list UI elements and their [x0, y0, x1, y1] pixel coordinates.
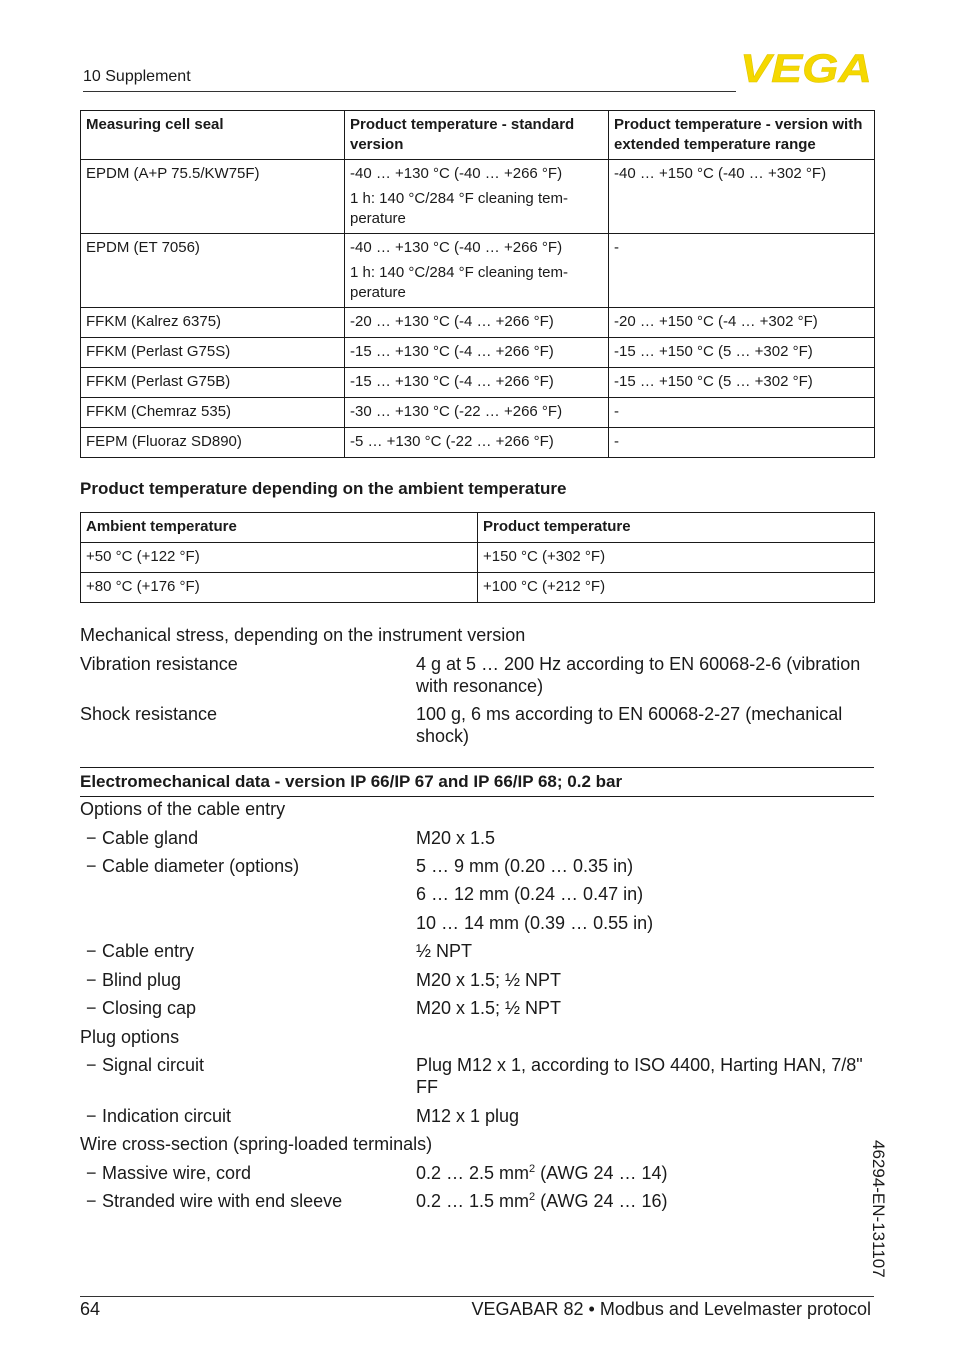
wire-cross-section: Wire cross-section (spring-loaded terminals) — [80, 1134, 433, 1154]
extended-temp-cell: -15 … +150 °C (5 … +302 °F) — [609, 338, 875, 368]
table-header: Product temperature — [478, 513, 875, 543]
closing-cap-label: Closing cap — [102, 998, 197, 1018]
extended-temp-cell: -40 … +150 °C (-40 … +302 °F) — [609, 160, 875, 234]
standard-temp-cell — [345, 160, 609, 234]
dash-bullet: − — [86, 941, 97, 961]
table-row — [81, 543, 875, 573]
table-row — [81, 573, 875, 603]
stranded-wire-value-main: 0.2 … 1.5 mm — [416, 1191, 530, 1211]
indication-circuit-value: M12 x 1 plug — [416, 1106, 520, 1126]
table-header: Ambient temperature — [81, 513, 478, 543]
standard-temp-cell — [345, 234, 609, 308]
seal-cell: EPDM (ET 7056) — [81, 234, 345, 308]
cable-gland-value: M20 x 1.5 — [416, 828, 496, 848]
plug-options: Plug options — [80, 1027, 180, 1047]
seal-cell: FFKM (Perlast G75B) — [81, 368, 345, 398]
table-header-row — [81, 513, 875, 543]
standard-temp-note: 1 h: 140 °C/284 °F cleaning tem-perature — [350, 190, 568, 227]
section-rule-bottom — [80, 796, 874, 797]
ambient-cell: +80 °C (+176 °F) — [81, 573, 478, 603]
seal-cell: FFKM (Perlast G75S) — [81, 338, 345, 368]
cable-gland-label: Cable gland — [102, 828, 199, 848]
cable-diameter-value: 10 … 14 mm (0.39 … 0.55 in) — [416, 913, 654, 933]
table-row — [81, 308, 875, 338]
logo-text: VEGA — [740, 50, 872, 86]
seal-cell: EPDM (A+P 75.5/KW75F) — [81, 160, 345, 234]
electromech-heading: Electromechanical data - version IP 66/IP 67 and IP 66/IP 68; 0.2 bar — [80, 772, 623, 791]
table-row — [81, 160, 875, 234]
cable-diameter-label: Cable diameter (options) — [102, 856, 300, 876]
table-row — [81, 338, 875, 368]
dash-bullet: − — [86, 1106, 97, 1126]
dash-bullet: − — [86, 1055, 97, 1075]
stranded-wire-value — [416, 1190, 871, 1212]
massive-wire-value — [416, 1162, 871, 1184]
vega-logo — [740, 50, 874, 86]
signal-circuit-value: Plug M12 x 1, according to ISO 4400, Harting HAN, 7/8" FF — [416, 1055, 863, 1097]
seal-cell: FFKM (Chemraz 535) — [81, 398, 345, 428]
table-row — [81, 368, 875, 398]
extended-temp-cell: -20 … +150 °C (-4 … +302 °F) — [609, 308, 875, 338]
section-title: 10 Supplement — [83, 68, 191, 85]
table-header: Product temperature - standard version — [345, 111, 609, 160]
product-cell: +150 °C (+302 °F) — [478, 543, 875, 573]
table-header: Product temperature - version with extended temperature range — [609, 111, 875, 160]
cable-entry-options: Options of the cable entry — [80, 799, 286, 819]
vibration-value: 4 g at 5 … 200 Hz according to EN 60068-2-6 (vibration with resonance) — [416, 654, 861, 696]
standard-temp-note: 1 h: 140 °C/284 °F cleaning tem-perature — [350, 264, 568, 301]
seal-table — [80, 110, 875, 458]
massive-wire-value-main: 0.2 … 2.5 mm — [416, 1163, 530, 1183]
indication-circuit-label: Indication circuit — [102, 1106, 232, 1126]
standard-temp: -40 … +130 °C (-40 … +266 °F) — [350, 239, 563, 256]
extended-temp-cell: - — [609, 234, 875, 308]
shock-value: 100 g, 6 ms according to EN 60068-2-27 (mechanical shock) — [416, 704, 843, 746]
ambient-cell: +50 °C (+122 °F) — [81, 543, 478, 573]
extended-temp-cell: -15 … +150 °C (5 … +302 °F) — [609, 368, 875, 398]
footer-title: VEGABAR 82 • Modbus and Levelmaster protocol — [471, 1299, 871, 1319]
document-code: 46294-EN-131107 — [869, 1140, 888, 1278]
product-cell: +100 °C (+212 °F) — [478, 573, 875, 603]
table-row — [81, 234, 875, 308]
closing-cap-value: M20 x 1.5; ½ NPT — [416, 998, 562, 1018]
massive-wire-label: Massive wire, cord — [102, 1163, 252, 1183]
blind-plug-label: Blind plug — [102, 970, 182, 990]
shock-label: Shock resistance — [80, 704, 218, 724]
standard-temp-cell: -20 … +130 °C (-4 … +266 °F) — [345, 308, 609, 338]
dash-bullet: − — [86, 998, 97, 1018]
cable-entry-label: Cable entry — [102, 941, 195, 961]
table-row — [81, 398, 875, 428]
cable-diameter-value: 5 … 9 mm (0.20 … 0.35 in) — [416, 856, 634, 876]
page-number: 64 — [80, 1299, 101, 1319]
standard-temp-cell: -30 … +130 °C (-22 … +266 °F) — [345, 398, 609, 428]
dash-bullet: − — [86, 1163, 97, 1183]
blind-plug-value: M20 x 1.5; ½ NPT — [416, 970, 562, 990]
massive-wire-value-awg: (AWG 24 … 14) — [535, 1163, 668, 1183]
table-header: Measuring cell seal — [81, 111, 345, 160]
section-rule-top — [80, 767, 874, 768]
standard-temp-cell: -5 … +130 °C (-22 … +266 °F) — [345, 428, 609, 458]
seal-cell: FEPM (Fluoraz SD890) — [81, 428, 345, 458]
dash-bullet: − — [86, 828, 97, 848]
ambient-heading: Product temperature depending on the ambient temperature — [80, 479, 567, 498]
vibration-label: Vibration resistance — [80, 654, 238, 674]
table-header-row — [81, 111, 875, 160]
signal-circuit-label: Signal circuit — [102, 1055, 205, 1075]
header-rule — [83, 91, 736, 92]
cable-entry-value: ½ NPT — [416, 941, 473, 961]
standard-temp-cell: -15 … +130 °C (-4 … +266 °F) — [345, 338, 609, 368]
stranded-wire-value-awg: (AWG 24 … 16) — [535, 1191, 668, 1211]
mechanical-intro: Mechanical stress, depending on the instrument version — [80, 625, 526, 645]
dash-bullet: − — [86, 856, 97, 876]
standard-temp: -40 … +130 °C (-40 … +266 °F) — [350, 165, 563, 182]
dash-bullet: − — [86, 1191, 97, 1211]
ambient-table — [80, 512, 875, 603]
table-row — [81, 428, 875, 458]
cable-diameter-value: 6 … 12 mm (0.24 … 0.47 in) — [416, 884, 644, 904]
dash-bullet: − — [86, 970, 97, 990]
standard-temp-cell: -15 … +130 °C (-4 … +266 °F) — [345, 368, 609, 398]
extended-temp-cell: - — [609, 398, 875, 428]
seal-cell: FFKM (Kalrez 6375) — [81, 308, 345, 338]
extended-temp-cell: - — [609, 428, 875, 458]
footer-rule — [80, 1296, 874, 1297]
stranded-wire-label: Stranded wire with end sleeve — [102, 1191, 343, 1211]
superscript: 2 — [529, 1163, 536, 1175]
superscript: 2 — [529, 1191, 536, 1203]
